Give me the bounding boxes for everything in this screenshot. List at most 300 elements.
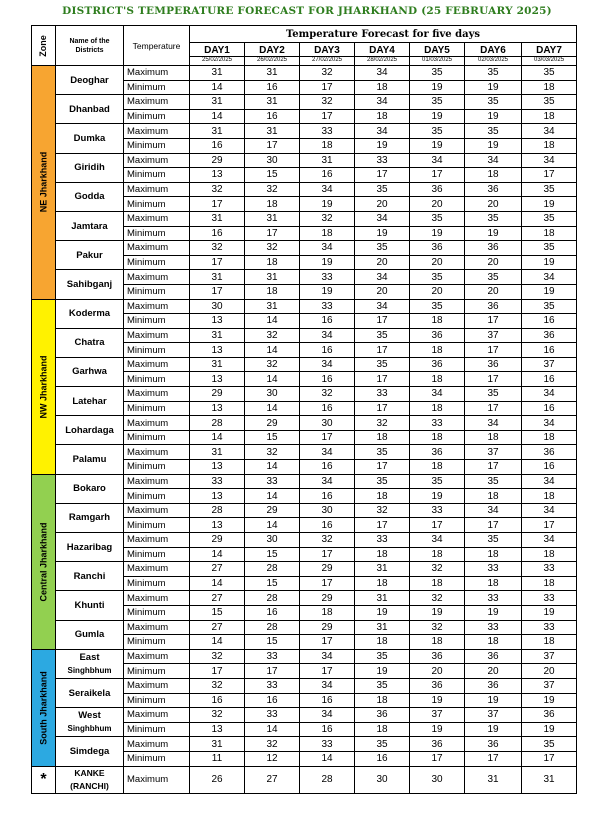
max-value: 35 <box>522 299 577 314</box>
min-value: 20 <box>465 255 522 270</box>
max-value: 26 <box>190 766 245 793</box>
max-value: 37 <box>465 328 522 343</box>
max-value: 36 <box>410 328 465 343</box>
min-value: 17 <box>245 226 300 241</box>
table-row <box>32 124 577 139</box>
min-label: Minimum <box>124 168 190 183</box>
max-label: Maximum <box>124 445 190 460</box>
max-value: 36 <box>465 737 522 752</box>
max-label: Maximum <box>124 241 190 256</box>
max-value: 28 <box>190 503 245 518</box>
min-value: 16 <box>300 372 355 387</box>
max-label: Maximum <box>124 562 190 577</box>
min-value: 19 <box>410 80 465 95</box>
max-value: 33 <box>410 503 465 518</box>
max-value: 34 <box>522 416 577 431</box>
min-value: 18 <box>522 430 577 445</box>
district-label: Pakur <box>76 249 103 261</box>
max-value: 31 <box>245 211 300 226</box>
max-value: 29 <box>300 620 355 635</box>
min-label: Minimum <box>124 693 190 708</box>
min-value: 17 <box>522 168 577 183</box>
max-value: 34 <box>465 503 522 518</box>
max-value: 32 <box>245 357 300 372</box>
min-value: 18 <box>245 284 300 299</box>
max-value: 35 <box>355 357 410 372</box>
district-name <box>56 124 124 153</box>
max-value: 31 <box>465 766 522 793</box>
min-value: 14 <box>190 109 245 124</box>
max-value: 33 <box>355 387 410 402</box>
zone-label <box>32 299 56 474</box>
min-value: 14 <box>245 722 300 737</box>
max-value: 33 <box>245 649 300 664</box>
page-title: DISTRICT'S TEMPERATURE FORECAST FOR JHARKHAND (25 FEBRUARY 2025) <box>62 5 552 17</box>
max-value: 28 <box>245 562 300 577</box>
min-value: 18 <box>300 226 355 241</box>
min-label: Minimum <box>124 401 190 416</box>
max-value: 28 <box>245 620 300 635</box>
max-value: 33 <box>355 153 410 168</box>
date-header: 27/02/2025 <box>300 57 355 66</box>
zone-label <box>32 474 56 649</box>
district-label: West <box>78 710 101 722</box>
max-value: 33 <box>355 533 410 548</box>
min-label: Minimum <box>124 226 190 241</box>
min-value: 18 <box>465 547 522 562</box>
date-header: 25/02/2025 <box>190 57 245 66</box>
min-value: 19 <box>410 138 465 153</box>
max-value: 36 <box>410 737 465 752</box>
max-value: 33 <box>245 708 300 723</box>
date-header: 01/03/2025 <box>410 57 465 66</box>
min-label: Minimum <box>124 605 190 620</box>
min-value: 17 <box>245 138 300 153</box>
day-header: DAY7 <box>522 43 577 57</box>
max-value: 36 <box>410 182 465 197</box>
max-value: 34 <box>355 211 410 226</box>
min-value: 14 <box>245 518 300 533</box>
min-value: 20 <box>410 664 465 679</box>
min-value: 18 <box>410 430 465 445</box>
district-label: Koderma <box>68 308 111 320</box>
min-value: 18 <box>522 576 577 591</box>
district-label: Sahibganj <box>66 278 113 290</box>
min-label: Minimum <box>124 255 190 270</box>
max-value: 31 <box>190 124 245 139</box>
max-value: 27 <box>190 591 245 606</box>
max-value: 31 <box>245 66 300 81</box>
max-value: 32 <box>300 387 355 402</box>
max-value: 34 <box>522 387 577 402</box>
max-value: 34 <box>410 387 465 402</box>
min-label: Minimum <box>124 635 190 650</box>
table-row <box>32 241 577 256</box>
min-value: 14 <box>245 314 300 329</box>
min-value: 12 <box>245 751 300 766</box>
max-value: 32 <box>245 328 300 343</box>
min-value: 20 <box>465 284 522 299</box>
min-value: 18 <box>522 547 577 562</box>
max-value: 30 <box>410 766 465 793</box>
min-label: Minimum <box>124 138 190 153</box>
max-value: 32 <box>300 211 355 226</box>
min-value: 16 <box>300 722 355 737</box>
district-sub-label: Singhbhum <box>67 665 112 675</box>
max-value: 27 <box>245 766 300 793</box>
min-value: 15 <box>245 576 300 591</box>
min-value: 20 <box>522 664 577 679</box>
district-label: Gumla <box>74 629 105 641</box>
min-value: 13 <box>190 489 245 504</box>
max-value: 32 <box>245 182 300 197</box>
table-row <box>32 182 577 197</box>
min-label: Minimum <box>124 343 190 358</box>
max-value: 31 <box>190 737 245 752</box>
min-value: 20 <box>410 197 465 212</box>
max-value: 36 <box>465 182 522 197</box>
max-value: 31 <box>245 95 300 110</box>
district-label: Seraikela <box>68 687 111 699</box>
max-value: 35 <box>355 445 410 460</box>
max-value: 33 <box>245 678 300 693</box>
max-value: 36 <box>410 678 465 693</box>
zone-name: NE Jharkhand <box>38 151 48 213</box>
min-value: 19 <box>355 226 410 241</box>
max-value: 34 <box>355 124 410 139</box>
max-value: 32 <box>245 445 300 460</box>
max-value: 34 <box>522 270 577 285</box>
zone-name: Central Jharkhand <box>38 522 48 602</box>
min-value: 13 <box>190 343 245 358</box>
max-value: 36 <box>410 649 465 664</box>
min-label: Minimum <box>124 109 190 124</box>
max-value: 34 <box>522 533 577 548</box>
min-value: 14 <box>190 547 245 562</box>
min-value: 17 <box>355 343 410 358</box>
forecast-table <box>31 25 577 794</box>
min-value: 18 <box>355 547 410 562</box>
max-value: 29 <box>300 591 355 606</box>
min-value: 15 <box>245 430 300 445</box>
min-value: 18 <box>355 635 410 650</box>
max-value: 34 <box>300 678 355 693</box>
max-label: Maximum <box>124 678 190 693</box>
max-label: Maximum <box>124 737 190 752</box>
day-header: DAY1 <box>190 43 245 57</box>
max-value: 35 <box>410 124 465 139</box>
district-name <box>56 533 124 562</box>
min-value: 17 <box>465 343 522 358</box>
min-value: 14 <box>245 343 300 358</box>
district-label: Ranchi <box>73 570 106 582</box>
min-label: Minimum <box>124 547 190 562</box>
min-value: 16 <box>190 693 245 708</box>
min-value: 17 <box>465 460 522 475</box>
max-value: 35 <box>522 737 577 752</box>
min-value: 13 <box>190 168 245 183</box>
max-value: 33 <box>522 620 577 635</box>
max-value: 35 <box>410 270 465 285</box>
min-value: 19 <box>465 693 522 708</box>
min-value: 19 <box>465 80 522 95</box>
max-value: 32 <box>300 95 355 110</box>
max-value: 35 <box>410 211 465 226</box>
max-value: 35 <box>355 328 410 343</box>
min-value: 13 <box>190 372 245 387</box>
min-value: 13 <box>190 460 245 475</box>
max-value: 37 <box>522 678 577 693</box>
max-value: 27 <box>190 562 245 577</box>
zone-header: Zone <box>32 26 56 66</box>
min-value: 14 <box>245 460 300 475</box>
min-value: 18 <box>355 109 410 124</box>
max-label: Maximum <box>124 270 190 285</box>
max-value: 35 <box>465 270 522 285</box>
district-name <box>56 708 124 737</box>
min-value: 14 <box>245 372 300 387</box>
table-row <box>32 562 577 577</box>
max-value: 35 <box>410 299 465 314</box>
max-label: Maximum <box>124 649 190 664</box>
min-value: 17 <box>300 430 355 445</box>
min-value: 20 <box>465 664 522 679</box>
min-value: 19 <box>465 226 522 241</box>
table-row <box>32 620 577 635</box>
min-value: 20 <box>410 255 465 270</box>
min-value: 11 <box>190 751 245 766</box>
min-value: 19 <box>355 664 410 679</box>
min-value: 19 <box>522 284 577 299</box>
min-value: 17 <box>465 751 522 766</box>
min-value: 17 <box>355 168 410 183</box>
district-label: Deoghar <box>70 74 109 86</box>
zone-name: South Jharkhand <box>38 670 48 745</box>
max-value: 36 <box>522 708 577 723</box>
district-name <box>56 241 124 270</box>
min-value: 18 <box>522 635 577 650</box>
min-value: 18 <box>410 343 465 358</box>
min-value: 17 <box>190 197 245 212</box>
min-value: 17 <box>300 80 355 95</box>
min-value: 19 <box>465 138 522 153</box>
max-value: 32 <box>300 533 355 548</box>
min-value: 16 <box>300 489 355 504</box>
min-value: 19 <box>410 489 465 504</box>
min-value: 19 <box>522 197 577 212</box>
min-value: 17 <box>190 255 245 270</box>
max-label: Maximum <box>124 66 190 81</box>
min-value: 14 <box>190 635 245 650</box>
max-value: 34 <box>300 445 355 460</box>
max-value: 35 <box>522 211 577 226</box>
min-value: 17 <box>355 460 410 475</box>
max-value: 35 <box>465 474 522 489</box>
max-value: 28 <box>190 416 245 431</box>
min-value: 16 <box>300 518 355 533</box>
district-name <box>56 620 124 649</box>
max-value: 33 <box>410 416 465 431</box>
district-label: Latehar <box>72 395 107 407</box>
min-value: 16 <box>245 109 300 124</box>
zone-label <box>32 649 56 766</box>
min-label: Minimum <box>124 664 190 679</box>
min-value: 14 <box>190 430 245 445</box>
district-label: Bokaro <box>73 483 106 495</box>
max-label: Maximum <box>124 387 190 402</box>
max-value: 34 <box>522 153 577 168</box>
min-value: 18 <box>465 430 522 445</box>
min-value: 15 <box>245 168 300 183</box>
max-value: 29 <box>245 503 300 518</box>
min-value: 14 <box>190 576 245 591</box>
max-value: 28 <box>300 766 355 793</box>
day-header: DAY5 <box>410 43 465 57</box>
max-value: 35 <box>355 241 410 256</box>
max-value: 30 <box>355 766 410 793</box>
max-value: 34 <box>355 270 410 285</box>
day-header: DAY3 <box>300 43 355 57</box>
min-value: 16 <box>190 138 245 153</box>
min-value: 17 <box>300 576 355 591</box>
district-name <box>56 153 124 182</box>
min-value: 17 <box>410 518 465 533</box>
min-value: 13 <box>190 722 245 737</box>
zone-label <box>32 66 56 300</box>
min-label: Minimum <box>124 197 190 212</box>
max-value: 30 <box>245 387 300 402</box>
max-label: Maximum <box>124 211 190 226</box>
min-value: 19 <box>300 284 355 299</box>
max-value: 37 <box>522 649 577 664</box>
max-label: Maximum <box>124 153 190 168</box>
min-value: 20 <box>355 255 410 270</box>
max-value: 31 <box>190 357 245 372</box>
district-name <box>56 328 124 357</box>
max-value: 34 <box>300 182 355 197</box>
district-name <box>56 66 124 95</box>
min-value: 19 <box>522 255 577 270</box>
max-value: 36 <box>410 357 465 372</box>
max-value: 35 <box>522 182 577 197</box>
min-value: 19 <box>465 109 522 124</box>
table-row <box>32 66 577 81</box>
max-value: 34 <box>300 328 355 343</box>
table-row <box>32 153 577 168</box>
max-value: 31 <box>355 562 410 577</box>
table-row <box>32 445 577 460</box>
district-name <box>56 562 124 591</box>
min-value: 19 <box>410 693 465 708</box>
table-row <box>32 678 577 693</box>
max-value: 35 <box>465 387 522 402</box>
max-value: 31 <box>190 270 245 285</box>
district-name <box>56 270 124 299</box>
max-value: 35 <box>522 241 577 256</box>
district-name <box>56 678 124 707</box>
max-value: 34 <box>465 416 522 431</box>
district-header: Name of the Districts <box>56 26 124 66</box>
table-row <box>32 357 577 372</box>
district-label: Ramgarh <box>68 512 111 524</box>
min-value: 19 <box>465 605 522 620</box>
min-value: 17 <box>465 372 522 387</box>
max-value: 34 <box>410 533 465 548</box>
max-value: 34 <box>522 474 577 489</box>
max-value: 32 <box>300 66 355 81</box>
min-value: 16 <box>522 460 577 475</box>
min-value: 16 <box>522 401 577 416</box>
min-value: 19 <box>300 255 355 270</box>
max-value: 37 <box>410 708 465 723</box>
min-value: 16 <box>245 80 300 95</box>
max-value: 36 <box>522 328 577 343</box>
max-label: Maximum <box>124 124 190 139</box>
max-value: 28 <box>245 591 300 606</box>
max-label: Maximum <box>124 708 190 723</box>
max-value: 34 <box>522 124 577 139</box>
min-value: 20 <box>355 284 410 299</box>
min-value: 16 <box>300 401 355 416</box>
max-label: Maximum <box>124 620 190 635</box>
min-value: 17 <box>190 284 245 299</box>
min-value: 18 <box>245 197 300 212</box>
table-row <box>32 95 577 110</box>
min-value: 18 <box>410 576 465 591</box>
district-label: Simdega <box>69 745 110 757</box>
min-value: 18 <box>410 372 465 387</box>
min-value: 17 <box>465 518 522 533</box>
table-row <box>32 533 577 548</box>
max-value: 36 <box>522 445 577 460</box>
min-value: 16 <box>245 693 300 708</box>
min-value: 16 <box>522 314 577 329</box>
min-value: 19 <box>300 197 355 212</box>
min-value: 18 <box>300 605 355 620</box>
min-value: 19 <box>410 226 465 241</box>
max-value: 32 <box>410 620 465 635</box>
table-row <box>32 474 577 489</box>
max-value: 35 <box>410 95 465 110</box>
forecast-header: Temperature Forecast for five days <box>190 26 577 43</box>
district-name <box>56 445 124 474</box>
table-row <box>32 503 577 518</box>
min-value: 13 <box>190 314 245 329</box>
max-value: 27 <box>190 620 245 635</box>
min-label: Minimum <box>124 722 190 737</box>
min-value: 16 <box>300 460 355 475</box>
max-value: 35 <box>355 649 410 664</box>
min-value: 15 <box>245 635 300 650</box>
min-value: 18 <box>465 168 522 183</box>
district-label: Chatra <box>74 337 105 349</box>
max-value: 35 <box>410 474 465 489</box>
min-value: 18 <box>355 576 410 591</box>
min-value: 18 <box>522 489 577 504</box>
date-header: 26/02/2025 <box>245 57 300 66</box>
max-value: 33 <box>300 299 355 314</box>
district-label: Giridih <box>74 162 105 174</box>
district-label: Dumka <box>73 132 106 144</box>
table-row <box>32 299 577 314</box>
max-value: 30 <box>300 416 355 431</box>
max-value: 32 <box>355 503 410 518</box>
min-value: 18 <box>465 489 522 504</box>
min-value: 19 <box>355 605 410 620</box>
max-value: 37 <box>465 708 522 723</box>
min-value: 15 <box>190 605 245 620</box>
max-value: 29 <box>245 416 300 431</box>
